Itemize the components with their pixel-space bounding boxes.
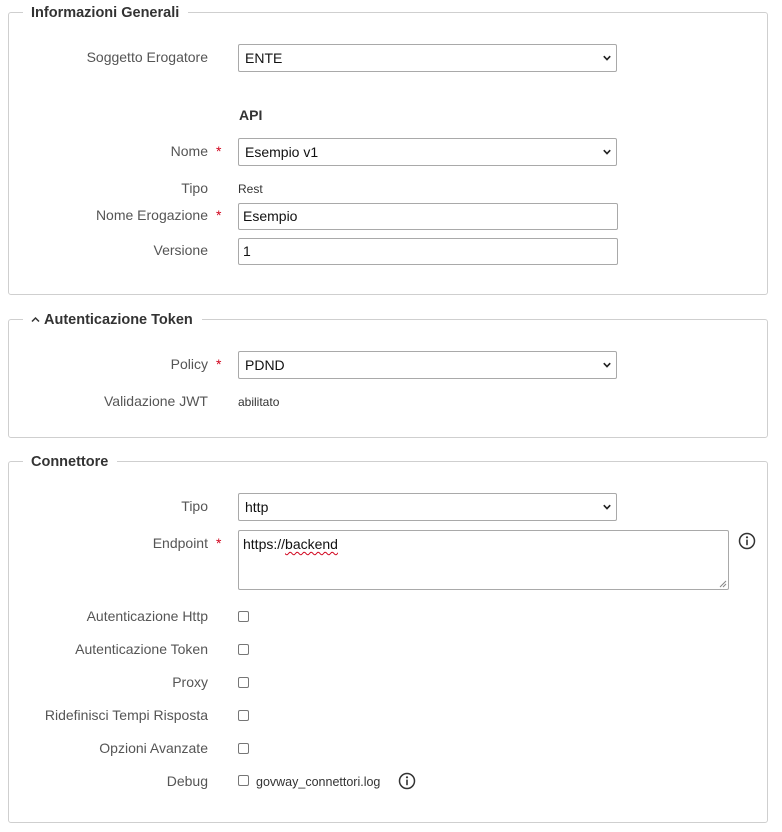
label-proxy: Proxy bbox=[172, 674, 208, 690]
input-versione[interactable]: 1 bbox=[238, 238, 618, 265]
checkbox-autenticazione-http[interactable] bbox=[238, 611, 249, 622]
value-validazione-jwt: abilitato bbox=[238, 395, 280, 409]
label-ridefinisci-tempi-risposta: Ridefinisci Tempi Risposta bbox=[44, 707, 208, 723]
label-tipo-connettore: Tipo bbox=[181, 498, 208, 514]
label-nome: Nome bbox=[170, 143, 208, 159]
label-tipo-api: Tipo bbox=[181, 180, 208, 196]
chevron-up-icon[interactable] bbox=[31, 316, 40, 323]
label-autenticazione-token-connettore: Autenticazione Token bbox=[75, 641, 208, 657]
select-soggetto-erogatore-value: ENTE bbox=[245, 50, 283, 66]
select-policy-value: PDND bbox=[245, 357, 285, 373]
chevron-down-icon bbox=[603, 148, 611, 156]
select-nome-api-value: Esempio v1 bbox=[245, 144, 319, 160]
checkbox-debug[interactable] bbox=[238, 775, 249, 786]
info-icon[interactable] bbox=[738, 532, 756, 550]
select-policy[interactable] bbox=[238, 351, 617, 379]
info-icon[interactable] bbox=[398, 772, 416, 790]
fieldset-autenticazione-token bbox=[8, 312, 768, 438]
select-tipo-connettore-value: http bbox=[245, 499, 269, 515]
fieldset-informazioni-generali bbox=[8, 5, 768, 295]
required-marker: * bbox=[216, 356, 222, 372]
label-policy: Policy bbox=[170, 356, 208, 372]
input-nome-erogazione[interactable]: Esempio bbox=[238, 203, 618, 230]
debug-log-filename: govway_connettori.log bbox=[256, 775, 381, 789]
select-nome-api[interactable] bbox=[238, 138, 617, 166]
value-tipo-api: Rest bbox=[238, 182, 263, 196]
legend-informazioni-generali: Informazioni Generali bbox=[23, 4, 188, 22]
legend-connettore: Connettore bbox=[23, 453, 117, 471]
label-debug: Debug bbox=[166, 773, 208, 789]
select-tipo-connettore[interactable] bbox=[238, 493, 617, 521]
label-validazione-jwt: Validazione JWT bbox=[103, 393, 208, 409]
chevron-down-icon bbox=[603, 361, 611, 369]
label-endpoint: Endpoint bbox=[152, 535, 208, 551]
fieldset-connettore bbox=[8, 454, 768, 823]
label-autenticazione-http: Autenticazione Http bbox=[86, 608, 208, 624]
checkbox-proxy[interactable] bbox=[238, 677, 249, 688]
endpoint-prefix: https:// bbox=[243, 536, 286, 552]
required-marker: * bbox=[216, 535, 222, 551]
resize-grip-icon[interactable] bbox=[719, 580, 727, 588]
checkbox-ridefinisci-tempi-risposta[interactable] bbox=[238, 710, 249, 721]
chevron-down-icon bbox=[603, 503, 611, 511]
required-marker: * bbox=[216, 207, 222, 223]
checkbox-autenticazione-token[interactable] bbox=[238, 644, 249, 655]
endpoint-host: backend bbox=[285, 536, 338, 552]
chevron-down-icon bbox=[603, 54, 611, 62]
legend-autenticazione-token-text: Autenticazione Token bbox=[44, 312, 193, 328]
label-versione: Versione bbox=[153, 242, 208, 258]
legend-autenticazione-token[interactable] bbox=[23, 311, 202, 329]
textarea-endpoint[interactable] bbox=[238, 530, 729, 590]
label-soggetto-erogatore: Soggetto Erogatore bbox=[86, 49, 208, 65]
api-heading: API bbox=[239, 107, 263, 123]
select-soggetto-erogatore[interactable] bbox=[238, 44, 617, 72]
label-nome-erogazione: Nome Erogazione bbox=[95, 207, 208, 223]
label-opzioni-avanzate: Opzioni Avanzate bbox=[99, 740, 208, 756]
required-marker: * bbox=[216, 143, 222, 159]
checkbox-opzioni-avanzate[interactable] bbox=[238, 743, 249, 754]
